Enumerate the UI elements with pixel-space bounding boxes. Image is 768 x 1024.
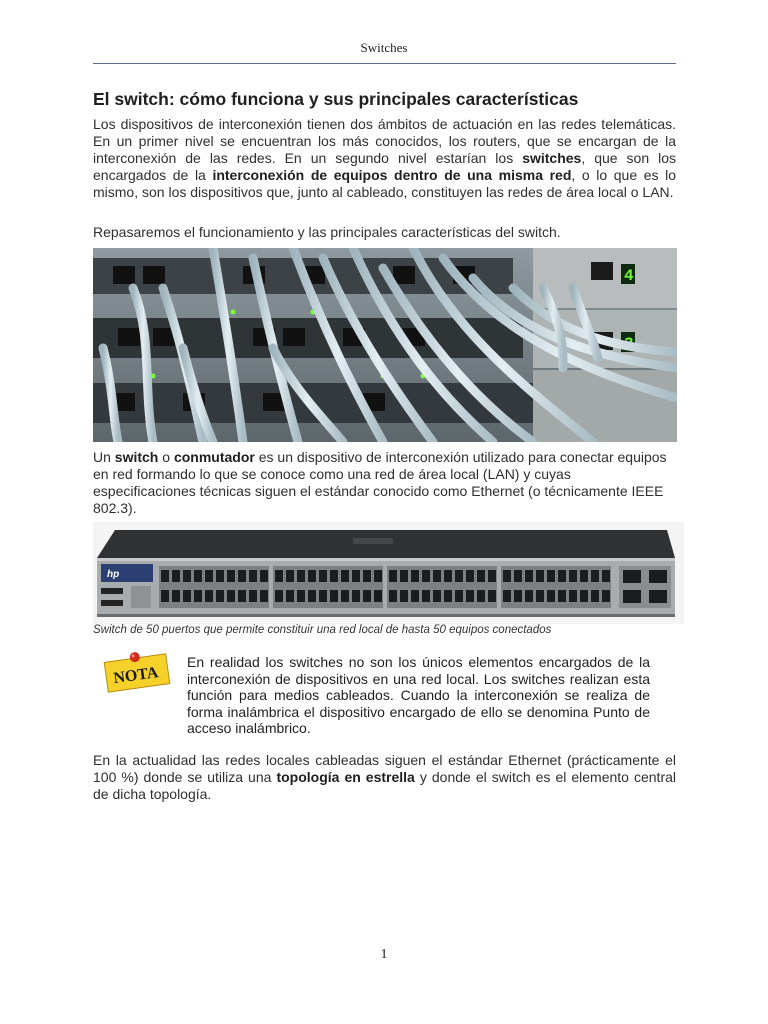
- port-led-4: 4: [624, 267, 634, 285]
- page-number: 1: [380, 947, 388, 962]
- intro-bold-switches: switches: [522, 150, 582, 166]
- review-paragraph: Repasaremos el funcionamiento y las principales características del switch.: [93, 224, 561, 240]
- nota-badge: [100, 648, 174, 698]
- definition-text-2: o: [158, 449, 174, 465]
- definition-bold-switch: switch: [114, 449, 159, 465]
- topology-paragraph: [93, 752, 676, 803]
- header-rule: [93, 63, 676, 64]
- port-led-3: 3: [624, 335, 634, 353]
- patch-cables-photo: [93, 248, 677, 442]
- switch-50-ports-photo: [93, 522, 684, 624]
- topology-bold-estrella: topología en estrella: [276, 769, 415, 785]
- note-text: En realidad los switches no son los únicos elementos encargados de la interconexión de dispositivos en una red local. Los switches realizan esta función para medios cableados. Cuando la interconexión se realiza de forma inalámbrica el dispositivo encargado de ello se denomina Punto de acceso inalámbrico.: [187, 654, 650, 736]
- running-header: Switches: [360, 40, 408, 55]
- definition-text-3: es un dispositivo de interconexión utilizado para conectar equipos en red formando lo que se conoce como una red de área local (LAN) y cuyas especificaciones técnicas siguen el estándar conocido como Ethernet (o técnicamente IEEE 802.3).: [93, 449, 667, 516]
- intro-text-3: , o lo que es lo mismo, son los dispositivos que, junto al cableado, constituyen las redes de área local o LAN.: [93, 167, 676, 200]
- hp-logo-text: hp: [107, 569, 120, 580]
- nota-badge-label: NOTA: [112, 664, 160, 688]
- intro-bold-interconexion: interconexión de equipos dentro de una misma red: [212, 167, 572, 183]
- definition-text-1: Un: [93, 449, 115, 465]
- definition-paragraph: [93, 449, 676, 517]
- topology-text-1: En la actualidad las redes locales cableadas siguen el estándar Ethernet (prácticamente el 100 %) donde se utiliza una: [93, 752, 676, 785]
- page-title: El switch: cómo funciona y sus principales características: [93, 89, 579, 109]
- switch-photo-caption: Switch de 50 puertos que permite constituir una red local de hasta 50 equipos conectados: [93, 624, 552, 636]
- intro-text-1: Los dispositivos de interconexión tienen dos ámbitos de actuación en las redes telemáticas. En un primer nivel se encuentran los más conocidos, los routers, que se encargan de la interconexión de las redes. En un segundo nivel estarían los: [93, 116, 676, 166]
- intro-paragraph: [93, 116, 676, 201]
- intro-text-2: , que son los encargados de la: [93, 150, 676, 183]
- topology-text-2: y donde el switch es el elemento central de dicha topología.: [93, 769, 676, 802]
- definition-bold-conmutador: conmutador: [173, 449, 255, 465]
